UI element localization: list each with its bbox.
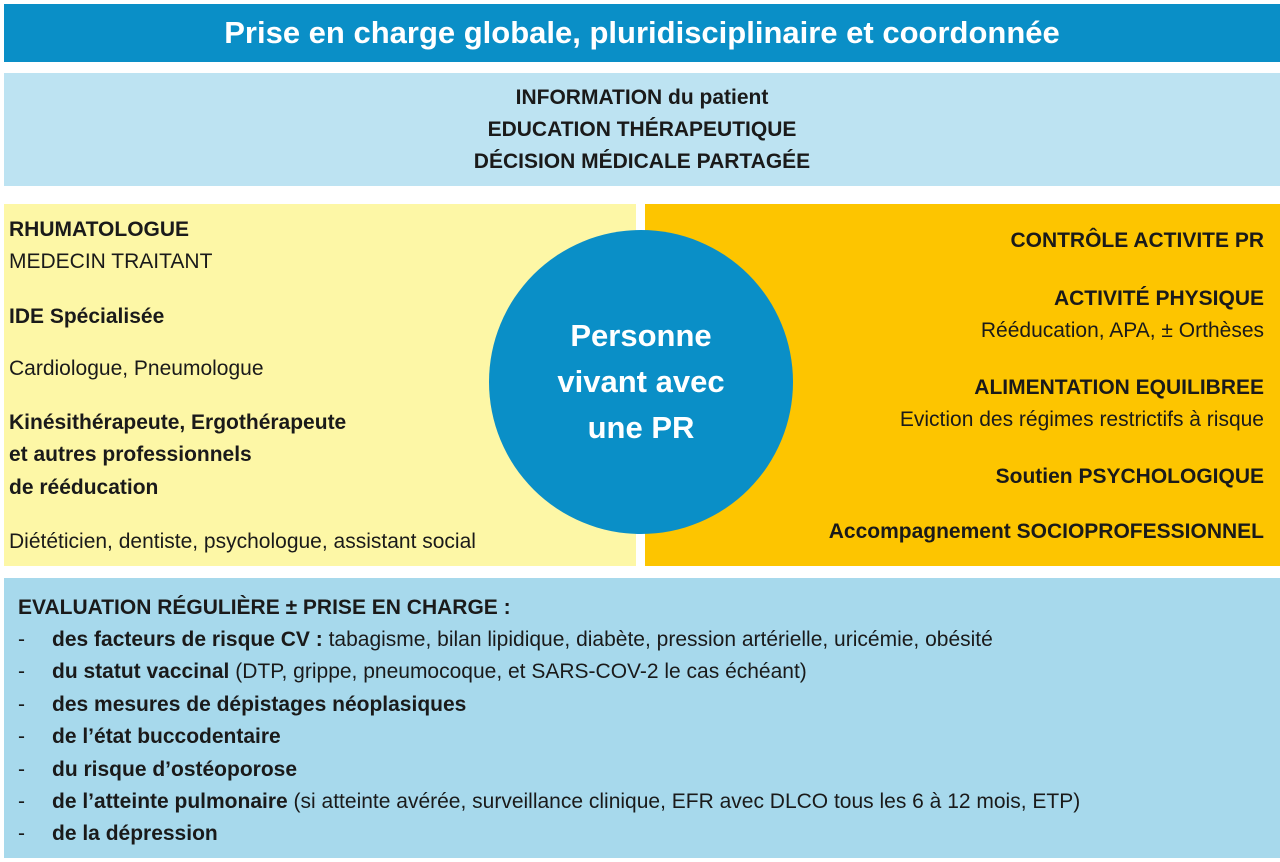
professional-medecin-traitant: MEDECIN TRAITANT (9, 250, 213, 273)
domain-activite-physique: ACTIVITÉ PHYSIQUE (1053, 287, 1264, 310)
domain-controle-activite: CONTRÔLE ACTIVITE PR (1010, 229, 1264, 252)
evaluation-item-bold: de l’atteinte pulmonaire (52, 790, 288, 814)
evaluation-item-risque-cv (18, 624, 1080, 656)
evaluation-item-bold: de l’état buccodentaire (52, 725, 281, 749)
list-dash: - (18, 660, 25, 684)
evaluation-title: EVALUATION RÉGULIÈRE ± PRISE EN CHARGE : (18, 596, 511, 619)
evaluation-item-depression (18, 818, 1080, 850)
diagram-title-text: Prise en charge globale, pluridisciplinaire et coordonnée (224, 15, 1060, 50)
professional-kine-line-3: de rééducation (9, 476, 159, 499)
domain-alimentation: ALIMENTATION EQUILIBREE (974, 376, 1264, 399)
domain-activite-physique-detail: Rééducation, APA, ± Orthèses (980, 319, 1264, 342)
evaluation-item-statut-vaccinal (18, 656, 1080, 688)
evaluation-item-detail: (DTP, grippe, pneumocoque, et SARS-COV-2 le cas échéant) (229, 660, 807, 684)
professional-rhumatologue: RHUMATOLOGUE (9, 218, 190, 241)
domain-accompagnement: Accompagnement SOCIOPROFESSIONNEL (828, 520, 1264, 543)
evaluation-item-buccodentaire (18, 721, 1080, 753)
circle-line-3: une PR (587, 410, 695, 445)
evaluation-item-detail: tabagisme, bilan lipidique, diabète, pression artérielle, uricémie, obésité (328, 628, 993, 651)
domain-soutien-psychologique: Soutien PSYCHOLOGIQUE (995, 465, 1264, 488)
evaluation-item-bold: de la dépression (52, 822, 218, 846)
patient-information-box (4, 73, 1280, 186)
professional-ide: IDE Spécialisée (9, 305, 165, 328)
evaluation-item-pulmonaire (18, 786, 1080, 818)
evaluation-item-bold: du risque d’ostéoporose (52, 757, 298, 781)
professional-kine-line-2: et autres professionnels (9, 443, 252, 466)
info-line-education: EDUCATION THÉRAPEUTIQUE (487, 117, 797, 141)
list-dash: - (18, 757, 25, 781)
domain-alimentation-detail: Eviction des régimes restrictifs à risque (899, 408, 1264, 431)
patient-center-circle (489, 230, 793, 534)
evaluation-item-bold: des mesures de dépistages néoplasiques (52, 692, 467, 716)
evaluation-item-osteoporose (18, 754, 1080, 786)
list-dash: - (18, 725, 25, 749)
professional-cardio-pneumo: Cardiologue, Pneumologue (9, 357, 264, 380)
circle-line-2: vivant avec (557, 364, 725, 399)
professional-others: Diététicien, dentiste, psychologue, assistant social (9, 530, 476, 553)
list-dash: - (18, 822, 25, 846)
evaluation-item-detail: (si atteinte avérée, surveillance clinique, EFR avec DLCO tous les 6 à 12 mois, ETP) (287, 790, 1081, 814)
info-line-decision: DÉCISION MÉDICALE PARTAGÉE (473, 149, 811, 173)
evaluation-panel (4, 578, 1280, 858)
evaluation-item-bold: des facteurs de risque CV : (52, 628, 329, 651)
evaluation-item-bold: du statut vaccinal (52, 660, 230, 684)
diagram-title (4, 4, 1280, 62)
list-dash: - (18, 628, 25, 651)
list-dash: - (18, 692, 25, 716)
circle-line-1: Personne (570, 318, 712, 353)
list-dash: - (18, 790, 25, 814)
info-line-information: INFORMATION du patient (515, 85, 769, 109)
evaluation-list (18, 624, 1080, 851)
professional-kine-line-1: Kinésithérapeute, Ergothérapeute (9, 411, 347, 434)
evaluation-item-depistages (18, 689, 1080, 721)
